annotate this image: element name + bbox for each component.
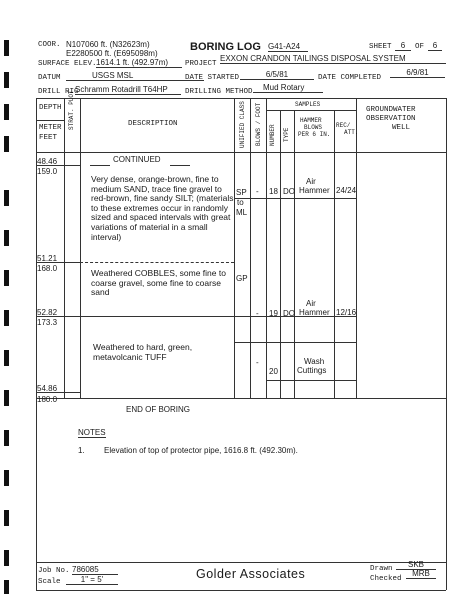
layer-description: Weathered to hard, green, metavolcanic TUFF xyxy=(93,342,193,362)
checked-label: Checked xyxy=(370,575,402,583)
col-observation-header: OBSERVATION xyxy=(366,115,416,123)
binder-mark xyxy=(4,230,9,246)
col-strat-header: STRAT. PLOT xyxy=(68,90,75,130)
datum-label: DATUM xyxy=(38,74,61,82)
binder-mark xyxy=(4,104,9,120)
surface-elev-value: 1614.1 ft. (492.97m) xyxy=(96,58,182,68)
drawn-label: Drawn xyxy=(370,565,393,573)
unified-class: GP xyxy=(236,274,248,283)
coor-east: E2280500 ft. (E695098m) xyxy=(66,49,158,58)
layer-boundary xyxy=(80,262,234,263)
col-hammer-header-2: BLOWS xyxy=(304,124,323,131)
project-label: PROJECT xyxy=(185,60,217,68)
unified-class: to xyxy=(237,198,244,207)
sample-number: 19 xyxy=(269,309,278,318)
col-number-header: NUMBER xyxy=(269,124,276,146)
col-line-type xyxy=(294,110,295,398)
company-name: Golder Associates xyxy=(196,567,306,581)
binder-mark xyxy=(4,470,9,486)
sample-type: DO xyxy=(283,309,295,318)
depth-feet: 180.0 xyxy=(37,395,58,404)
blows-value: - xyxy=(256,187,259,196)
binder-mark xyxy=(4,40,9,56)
scale-label: Scale xyxy=(38,578,61,586)
layer-description: Very dense, orange-brown, fine to medium SAND, trace fine gravel to red-brown, fine sandy SILT; (materials to these extremes occur in randomly sized and spaced intervals with great variations of material in a small interval) xyxy=(91,174,234,242)
hammer-text: Hammer xyxy=(299,186,330,195)
binder-mark xyxy=(4,270,9,286)
col-line-strat xyxy=(80,98,81,398)
project-value: EXXON CRANDON TAILINGS DISPOSAL SYSTEM xyxy=(220,54,446,64)
samples-header-rule xyxy=(266,110,356,111)
hammer-text: Air xyxy=(306,177,316,186)
binder-mark xyxy=(4,350,9,366)
col-feet-header: FEET xyxy=(39,134,58,142)
end-of-log-line xyxy=(36,398,446,399)
continued-rule xyxy=(170,165,190,166)
coor-north: N107060 ft. (N32623m) xyxy=(66,40,150,49)
hammer-text: Air xyxy=(306,299,316,308)
col-depth-header: DEPTH xyxy=(39,104,62,112)
column-header-divider xyxy=(36,152,446,153)
drawn-value: SKB xyxy=(396,560,436,570)
binder-mark xyxy=(4,550,9,566)
note-text: Elevation of top of protector pipe, 1616.8 ft. (492.30m). xyxy=(104,446,298,455)
depth-feet: 168.0 xyxy=(37,264,58,273)
sample-number: 20 xyxy=(269,367,278,376)
depth-meter: 48.46 xyxy=(37,157,58,166)
col-samples-header: SAMPLES xyxy=(295,101,321,108)
col-line-desc xyxy=(234,98,235,398)
depth-meter: 52.82 xyxy=(37,308,58,317)
col-description-header: DESCRIPTION xyxy=(128,120,178,128)
sample-rule xyxy=(266,380,356,381)
sheet-number: 6 xyxy=(395,41,411,51)
sheet-label: SHEET xyxy=(369,43,392,51)
footer-top-rule xyxy=(36,562,446,563)
recovery-value: 24/24 xyxy=(336,186,357,195)
col-meter-header: METER xyxy=(39,124,62,132)
col-blows-header: BLOWS / FOOT xyxy=(255,102,262,146)
binder-mark xyxy=(4,390,9,406)
hammer-text: Cuttings xyxy=(297,366,327,375)
col-line-depth xyxy=(64,98,65,398)
sample-rule xyxy=(234,342,356,343)
binder-mark xyxy=(4,136,9,152)
coor-label: COOR. xyxy=(38,41,61,49)
drill-rig-label: DRILL RIG xyxy=(38,88,79,96)
binder-mark xyxy=(4,580,9,594)
binder-mark xyxy=(4,190,9,206)
blows-value: - xyxy=(256,309,259,318)
col-class-header: UNIFIED CLASS xyxy=(239,101,246,148)
hammer-text: Hammer xyxy=(299,308,330,317)
depth-header-rule xyxy=(36,120,64,121)
drilling-method-label: DRILLING METHOD xyxy=(185,88,253,96)
sample-number: 18 xyxy=(269,187,278,196)
page-title: BORING LOG xyxy=(190,41,261,53)
binder-mark xyxy=(4,430,9,446)
table-right-border xyxy=(446,98,447,590)
depth-feet: 159.0 xyxy=(37,167,58,176)
col-groundwater-header: GROUNDWATER xyxy=(366,106,416,114)
binder-mark xyxy=(4,310,9,326)
binder-mark xyxy=(4,72,9,88)
continued-rule xyxy=(90,165,110,166)
log-id: G41-A24 xyxy=(268,42,308,52)
col-line-hammer xyxy=(334,110,335,398)
surface-elev-label: SURFACE ELEV. xyxy=(38,60,97,68)
end-of-boring: END OF BORING xyxy=(126,405,191,414)
drill-rig-value: Schramm Rotadrill T64HP xyxy=(75,85,181,95)
unified-class: ML xyxy=(236,208,248,217)
sample-type: DO xyxy=(283,187,295,196)
checked-value: MRB xyxy=(406,569,436,579)
sheet-total: 6 xyxy=(428,41,442,51)
table-bottom-border xyxy=(36,590,446,591)
notes-title: NOTES xyxy=(78,428,106,437)
col-hammer-header-3: PER 6 IN. xyxy=(298,131,331,138)
drilling-method-value: Mud Rotary xyxy=(253,83,323,93)
col-line-class xyxy=(250,98,251,398)
col-att-header: ATT. xyxy=(344,129,359,136)
table-top-border xyxy=(36,98,446,99)
date-completed-label: DATE COMPLETED xyxy=(318,74,382,82)
date-started-label: DATE STARTED xyxy=(185,74,240,82)
sheet-of-label: OF xyxy=(415,43,425,51)
col-rec-header: REC/ xyxy=(336,122,351,129)
job-no-label: Job No. xyxy=(38,567,70,575)
col-line-blows xyxy=(266,98,267,398)
hammer-text: Wash xyxy=(304,357,325,366)
scale-value: 1" = 5' xyxy=(66,575,118,585)
note-number: 1. xyxy=(78,446,85,455)
sample-rule xyxy=(234,198,356,199)
col-well-header: WELL xyxy=(392,124,411,132)
datum-value: USGS MSL xyxy=(66,71,204,81)
blows-value: - xyxy=(256,358,259,367)
recovery-value: 12/16 xyxy=(336,308,357,317)
continued-label: CONTINUED xyxy=(113,155,161,164)
binder-mark xyxy=(4,510,9,526)
col-hammer-header: HAMMER xyxy=(300,117,322,124)
col-line-rec xyxy=(356,98,357,398)
col-type-header: TYPE xyxy=(283,127,290,142)
date-completed-value: 6/9/81 xyxy=(390,68,445,78)
date-started-value: 6/5/81 xyxy=(240,70,314,80)
unified-class: SP xyxy=(236,188,247,197)
depth-meter: 54.86 xyxy=(37,384,58,393)
depth-feet: 173.3 xyxy=(37,318,58,327)
layer-description: Weathered COBBLES, some fine to coarse gravel, some fine to coarse sand xyxy=(91,268,226,298)
col-line-number xyxy=(280,110,281,398)
depth-meter: 51.21 xyxy=(37,254,58,263)
job-no-value: 786085 xyxy=(72,565,118,575)
